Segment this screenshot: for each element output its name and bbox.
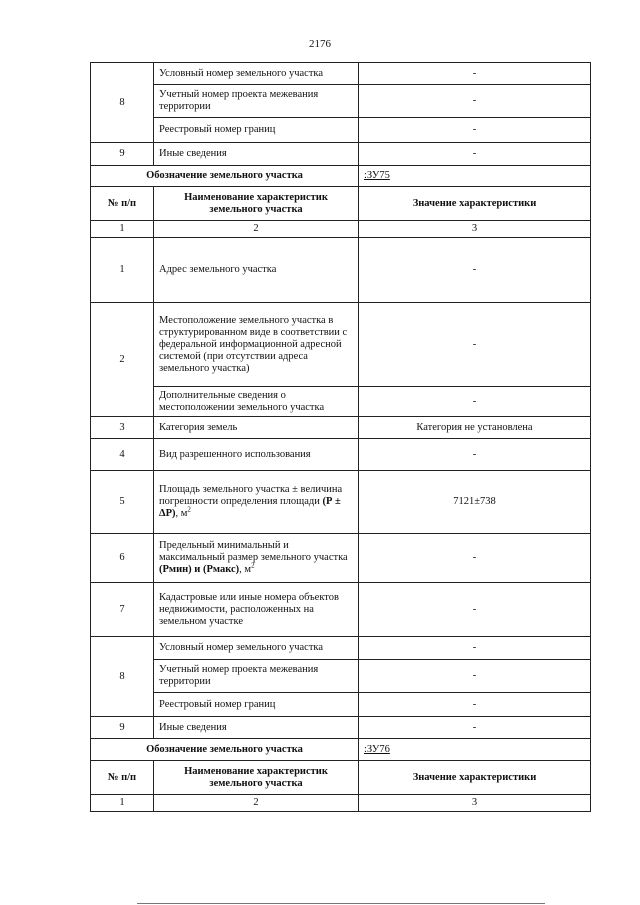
index-row [91,221,591,238]
header-characteristic: Наименование характеристик земельного участка [154,187,359,221]
row-number: 5 [91,471,154,534]
attribute-value: - [359,637,591,660]
attribute-value: - [359,85,591,118]
attribute-name: Адрес земельного участка [154,238,359,303]
index-row [91,795,591,812]
attribute-name: Учетный номер проекта межевания территории [154,85,359,118]
table-row [91,637,591,660]
index-cell: 3 [359,221,591,238]
table-row [91,63,591,85]
header-number: № п/п [91,761,154,795]
attribute-value: Категория не установлена [359,417,591,439]
attribute-value: - [359,439,591,471]
header-characteristic: Наименование характеристик земельного участка [154,761,359,795]
attribute-value: - [359,534,591,583]
index-cell: 1 [91,795,154,812]
attribute-value: - [359,118,591,143]
row-number: 2 [91,303,154,417]
table-row [91,417,591,439]
row-number: 8 [91,637,154,717]
table-row [91,471,591,534]
attribute-name: Предельный минимальный и максимальный размер земельного участка (Рмин) и (Рмакс), $м^2$ [154,534,359,583]
attribute-value: - [359,717,591,739]
table-row [91,717,591,739]
attribute-name: Условный номер земельного участка [154,63,359,85]
page-number: 2176 [309,38,331,50]
table-row [91,534,591,583]
row-number: 1 [91,238,154,303]
row-number: 8 [91,63,154,143]
table-row [91,85,591,118]
table-row [91,660,591,693]
table-row [91,387,591,417]
designation-value: :ЗУ75 [359,166,591,187]
index-cell: 2 [154,221,359,238]
attribute-name: Кадастровые или иные номера объектов недвижимости, расположенных на земельном участке [154,583,359,637]
attribute-name: Реестровый номер границ [154,693,359,717]
index-cell: 2 [154,795,359,812]
attribute-name: Местоположение земельного участка в структурированном виде в соответствии с федеральной информационной адресной системой (при отсутствии адреса земельного участка) [154,303,359,387]
attribute-value: - [359,583,591,637]
designation-value: :ЗУ76 [359,739,591,761]
designation-label: Обозначение земельного участка [91,166,359,187]
attribute-value: - [359,63,591,85]
attribute-value: - [359,660,591,693]
attribute-name: Вид разрешенного использования [154,439,359,471]
attribute-name: Категория земель [154,417,359,439]
attribute-name: Иные сведения [154,717,359,739]
index-cell: 1 [91,221,154,238]
table-row [91,439,591,471]
attribute-name: Условный номер земельного участка [154,637,359,660]
header-number: № п/п [91,187,154,221]
header-row [91,761,591,795]
designation-row [91,166,591,187]
row-number: 6 [91,534,154,583]
attribute-name: Учетный номер проекта межевания территории [154,660,359,693]
attribute-value: - [359,303,591,387]
attribute-value: 7121±738 [359,471,591,534]
designation-row [91,739,591,761]
header-value: Значение характеристики [359,187,591,221]
header-row [91,187,591,221]
table-row [91,303,591,387]
row-number: 9 [91,143,154,166]
table-row [91,238,591,303]
attribute-value: - [359,387,591,417]
attribute-name: Дополнительные сведения о местоположении земельного участка [154,387,359,417]
attribute-name: Площадь земельного участка ± величина погрешности определения площади (Р ± ΔР), $м^2$ [154,471,359,534]
table-row [91,118,591,143]
attribute-name: Реестровый номер границ [154,118,359,143]
land-plot-characteristics-table [90,62,591,812]
table-row [91,143,591,166]
row-number: 4 [91,439,154,471]
attribute-value: - [359,238,591,303]
table-row [91,693,591,717]
table-row [91,583,591,637]
attribute-name: Иные сведения [154,143,359,166]
designation-label: Обозначение земельного участка [91,739,359,761]
row-number: 9 [91,717,154,739]
index-cell: 3 [359,795,591,812]
row-number: 3 [91,417,154,439]
row-number: 7 [91,583,154,637]
scan-artifact-line [137,903,545,904]
attribute-value: - [359,143,591,166]
attribute-value: - [359,693,591,717]
header-value: Значение характеристики [359,761,591,795]
